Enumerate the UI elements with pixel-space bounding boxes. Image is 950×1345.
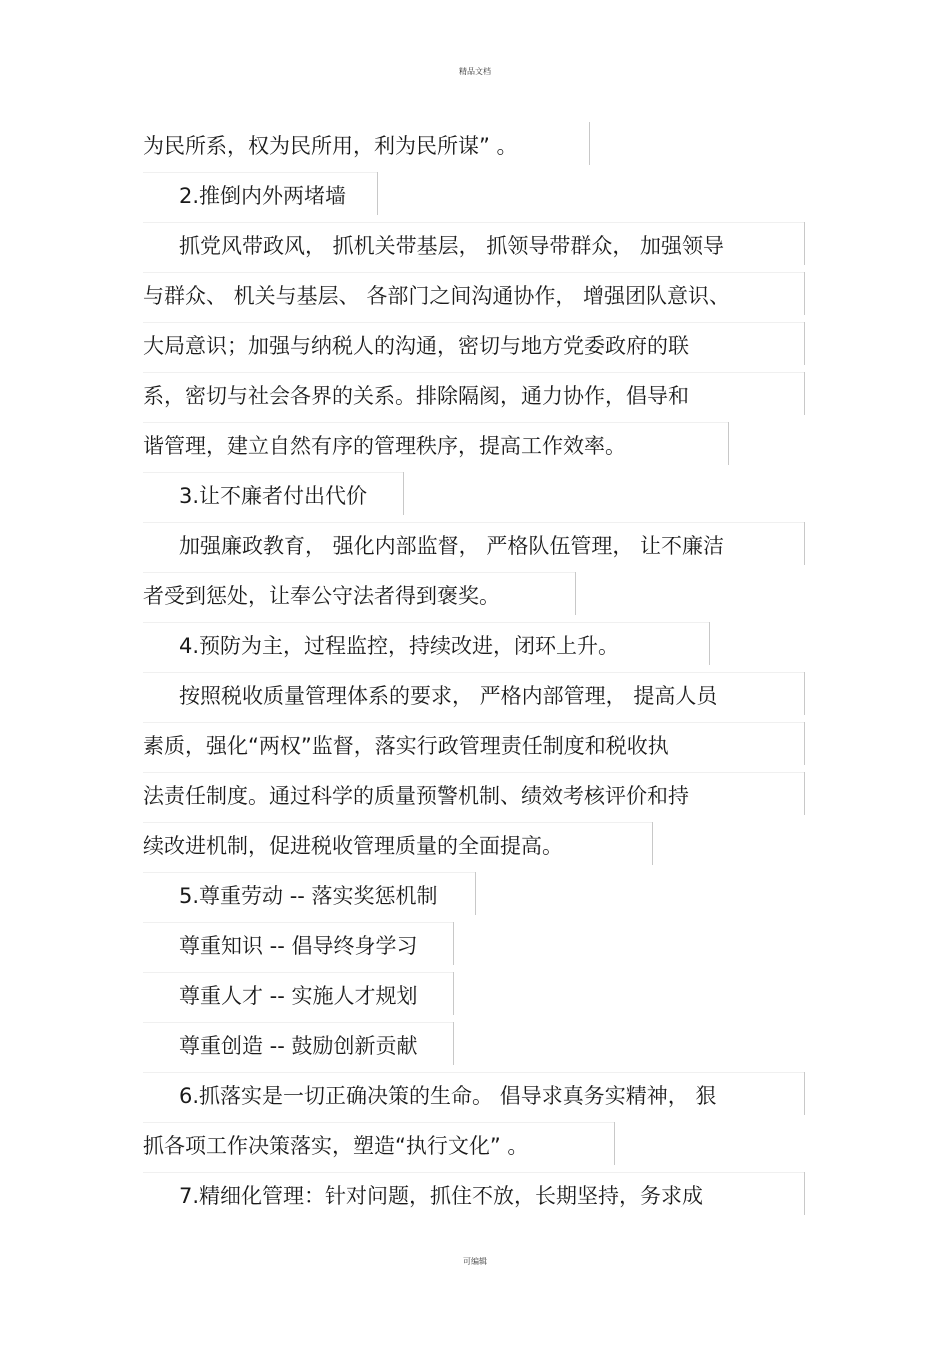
text-line: 系，密切与社会各界的关系。排除隔阂，通力协作，倡导和 [143, 372, 805, 422]
text-line: 加强廉政教育， 强化内部监督， 严格队伍管理， 让不廉洁 [143, 522, 805, 572]
text-line: 续改进机制，促进税收管理质量的全面提高。 [143, 822, 653, 872]
text-line: 与群众、 机关与基层、 各部门之间沟通协作， 增强团队意识、 [143, 272, 805, 322]
page-header: 精品文档 [459, 67, 491, 76]
text-line: 素质，强化“两权”监督，落实行政管理责任制度和税收执 [143, 722, 805, 772]
section-heading: 4.预防为主，过程监控，持续改进，闭环上升。 [143, 622, 710, 672]
text-line: 大局意识；加强与纳税人的沟通，密切与地方党委政府的联 [143, 322, 805, 372]
text-line: 按照税收质量管理体系的要求， 严格内部管理， 提高人员 [143, 672, 805, 722]
text-line: 谐管理，建立自然有序的管理秩序，提高工作效率。 [143, 422, 729, 472]
section-heading: 6.抓落实是一切正确决策的生命。 倡导求真务实精神， 狠 [143, 1072, 805, 1122]
section-heading: 7.精细化管理：针对问题，抓住不放，长期坚持，务求成 [143, 1172, 805, 1222]
text-line: 法责任制度。通过科学的质量预警机制、绩效考核评价和持 [143, 772, 805, 822]
section-heading: 2.推倒内外两堵墙 [143, 172, 378, 222]
text-line: 为民所系，权为民所用，利为民所谋” 。 [143, 122, 590, 172]
page-footer: 可编辑 [463, 1257, 487, 1266]
text-line: 尊重人才 -- 实施人才规划 [143, 972, 454, 1022]
text-line: 抓党风带政风， 抓机关带基层， 抓领导带群众， 加强领导 [143, 222, 805, 272]
text-line: 者受到惩处，让奉公守法者得到褒奖。 [143, 572, 576, 622]
section-heading: 5.尊重劳动 -- 落实奖惩机制 [143, 872, 476, 922]
text-line: 抓各项工作决策落实，塑造“执行文化” 。 [143, 1122, 615, 1172]
text-line: 尊重知识 -- 倡导终身学习 [143, 922, 454, 972]
text-line: 尊重创造 -- 鼓励创新贡献 [143, 1022, 454, 1072]
section-heading: 3.让不廉者付出代价 [143, 472, 404, 522]
